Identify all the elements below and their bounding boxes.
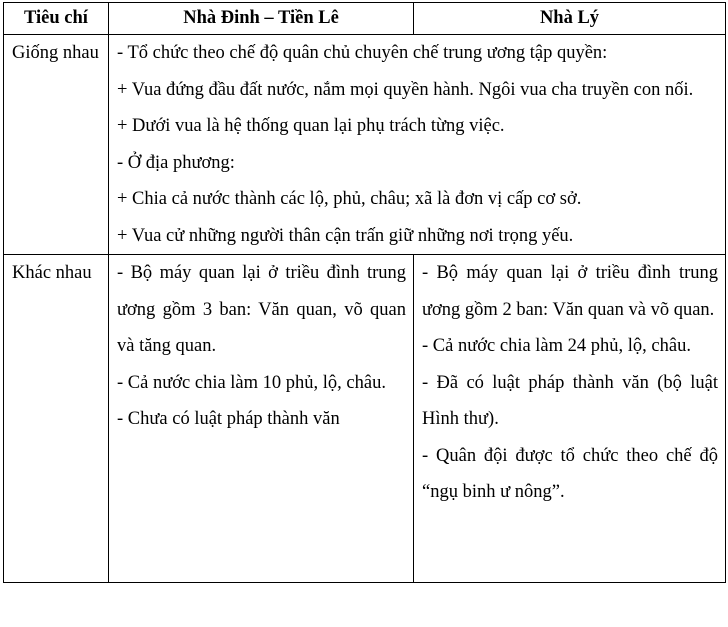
ly-line: - Bộ máy quan lại ở triều đình trung ương gồm 2 ban: Văn quan và võ quan.	[422, 263, 718, 320]
similar-line: - Tổ chức theo chế độ quân chủ chuyên chế trung ương tập quyền:	[117, 43, 608, 63]
ly-line: - Đã có luật pháp thành văn (bộ luật Hình thư).	[422, 372, 718, 429]
header-ly: Nhà Lý	[414, 3, 726, 35]
differences-ly-cell	[414, 255, 726, 583]
similar-line: + Vua đứng đầu đất nước, nắm mọi quyền hành. Ngôi vua cha truyền con nối.	[117, 79, 694, 100]
dinh-tien-le-line: - Cả nước chia làm 10 phủ, lộ, châu.	[117, 372, 386, 393]
dinh-tien-le-line: - Bộ máy quan lại ở triều đình trung ương gồm 3 ban: Văn quan, võ quan và tăng quan.	[117, 263, 406, 356]
ly-line: - Quân đội được tổ chức theo chế độ “ngụ binh ư nông”.	[422, 445, 718, 502]
header-row	[4, 3, 726, 35]
criterion-similar: Giống nhau	[4, 35, 109, 255]
similar-line: + Dưới vua là hệ thống quan lại phụ trách từng việc.	[117, 116, 505, 136]
similarities-cell	[109, 35, 726, 255]
similar-line: + Chia cả nước thành các lộ, phủ, châu; xã là đơn vị cấp cơ sở.	[117, 189, 582, 209]
differences-dinh-tien-le-cell	[109, 255, 414, 583]
similar-line: - Ở địa phương:	[117, 152, 235, 173]
similarities-row	[4, 35, 726, 255]
ly-line: - Cả nước chia làm 24 phủ, lộ, châu.	[422, 336, 691, 356]
similar-line: + Vua cử những người thân cận trấn giữ những nơi trọng yếu.	[117, 225, 574, 246]
differences-row	[4, 255, 726, 583]
comparison-table	[3, 2, 726, 583]
header-criterion: Tiêu chí	[4, 3, 109, 35]
dinh-tien-le-line: - Chưa có luật pháp thành văn	[117, 409, 340, 429]
header-dinh-tien-le: Nhà Đinh – Tiền Lê	[109, 3, 414, 35]
criterion-different: Khác nhau	[4, 255, 109, 583]
